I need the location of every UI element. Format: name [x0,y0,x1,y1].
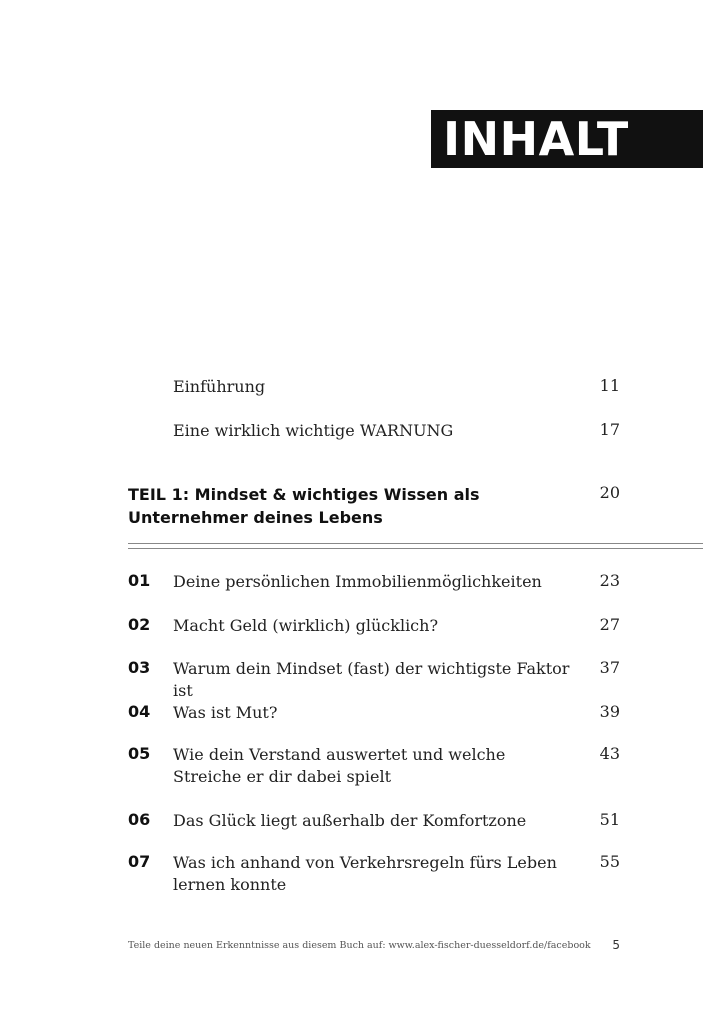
chapter-number: 04 [128,702,151,721]
chapter-number: 02 [128,615,151,634]
toc-entry-label: Einführung [173,377,266,396]
chapter-number: 06 [128,810,151,829]
page-title: INHALT [431,110,703,168]
chapter-number: 07 [128,852,151,871]
toc-entry-label: Eine wirklich wichtige WARNUNG [173,421,454,440]
chapter-page: 51 [599,810,620,829]
chapter-label: Macht Geld (wirklich) glücklich? [173,616,439,635]
toc-entry-page: 11 [599,376,620,395]
footer-text: Teile deine neuen Erkenntnisse aus diesem Buch auf: www.alex-fischer-duesseldorf.de/facebook [128,940,591,951]
footer-page-number: 5 [612,938,620,952]
chapter-label: Was ich anhand von Verkehrsregeln fürs Leben lernen konnte [173,853,557,894]
chapter-number: 01 [128,571,151,590]
section-divider [128,543,703,549]
chapter-page: 27 [599,615,620,634]
chapter-label: Was ist Mut? [173,703,278,722]
part-label: TEIL 1: Mindset & wichtiges Wissen als Unternehmer deines Lebens [128,485,480,527]
part-page: 20 [599,483,620,502]
chapter-number: 03 [128,658,151,677]
chapter-label: Deine persönlichen Immobilienmöglichkeiten [173,572,542,591]
chapter-page: 23 [599,571,620,590]
chapter-label: Wie dein Verstand auswertet und welche Streiche er dir dabei spielt [173,745,506,786]
chapter-label: Warum dein Mindset (fast) der wichtigste Faktor ist [173,659,570,700]
chapter-number: 05 [128,744,151,763]
chapter-page: 39 [599,702,620,721]
toc-entry-page: 17 [599,420,620,439]
chapter-page: 43 [599,744,620,763]
chapter-page: 37 [599,658,620,677]
chapter-label: Das Glück liegt außerhalb der Komfortzone [173,811,527,830]
chapter-page: 55 [599,852,620,871]
